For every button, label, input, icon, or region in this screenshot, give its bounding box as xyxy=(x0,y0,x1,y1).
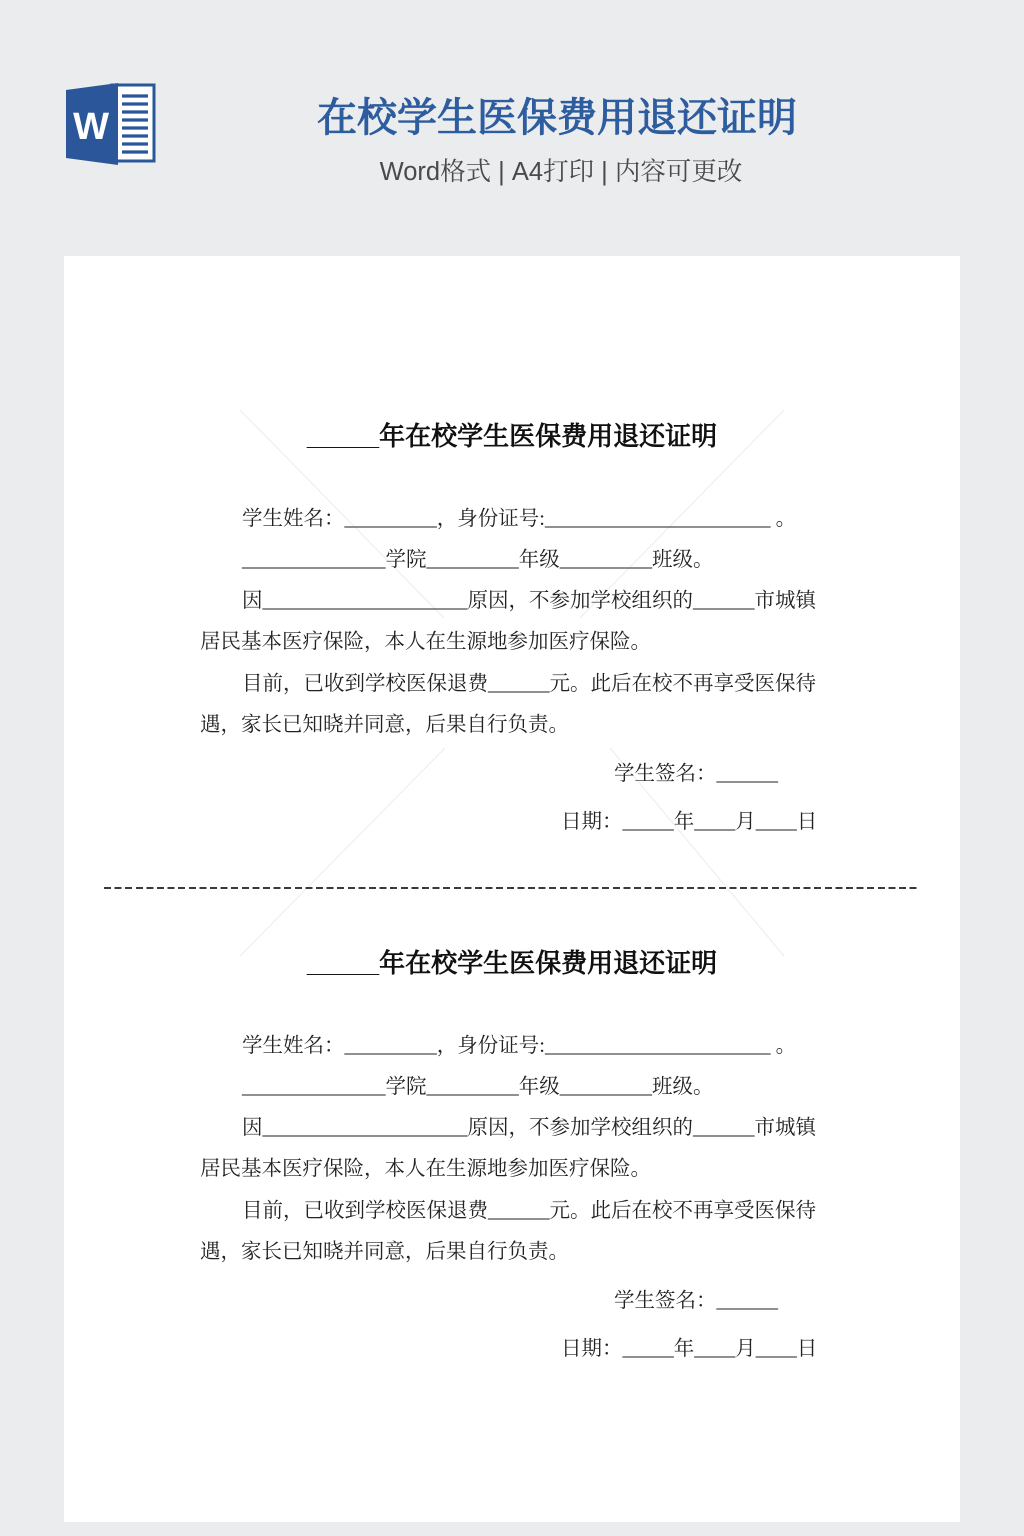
certificate-section-1 xyxy=(64,256,960,856)
refund-line: 目前，已收到学校医保退费______元。此后在校不再享受医保待 xyxy=(242,673,816,695)
certificate-title: _____年在校学生医保费用退还证明 xyxy=(306,421,718,451)
date-line: 日期：_____年____月____日 xyxy=(561,811,818,833)
college-class-line: ______________学院_________年级_________班级。 xyxy=(242,549,714,571)
page-subtitle: Word格式 | A4打印 | 内容可更改 xyxy=(379,158,743,186)
reason-line: 因____________________原因，不参加学校组织的______市城镇 xyxy=(242,1117,816,1139)
certificate-section-2 xyxy=(64,783,960,1383)
word-icon-letter: W xyxy=(73,106,109,148)
date-line: 日期：_____年____月____日 xyxy=(561,1338,818,1360)
signature-line: 学生签名：______ xyxy=(614,1290,778,1312)
refund-line: 目前，已收到学校医保退费______元。此后在校不再享受医保待 xyxy=(242,1200,816,1222)
reason-line: 因____________________原因，不参加学校组织的______市城镇 xyxy=(242,590,816,612)
page-title: 在校学生医保费用退还证明 xyxy=(317,96,797,140)
student-info-line: 学生姓名：_________，身份证号:______________________ 。 xyxy=(242,508,797,530)
word-document-icon xyxy=(66,83,156,165)
consent-line: 遇，家长已知晓并同意，后果自行负责。 xyxy=(200,1241,569,1263)
college-class-line: ______________学院_________年级_________班级。 xyxy=(242,1076,714,1098)
insurance-line: 居民基本医疗保险，本人在生源地参加医疗保险。 xyxy=(200,1158,651,1180)
certificate-title: _____年在校学生医保费用退还证明 xyxy=(306,948,718,978)
signature-line: 学生签名：______ xyxy=(614,763,778,785)
document-page xyxy=(64,256,960,1522)
insurance-line: 居民基本医疗保险，本人在生源地参加医疗保险。 xyxy=(200,631,651,653)
consent-line: 遇，家长已知晓并同意，后果自行负责。 xyxy=(200,714,569,736)
student-info-line: 学生姓名：_________，身份证号:______________________ 。 xyxy=(242,1035,797,1057)
